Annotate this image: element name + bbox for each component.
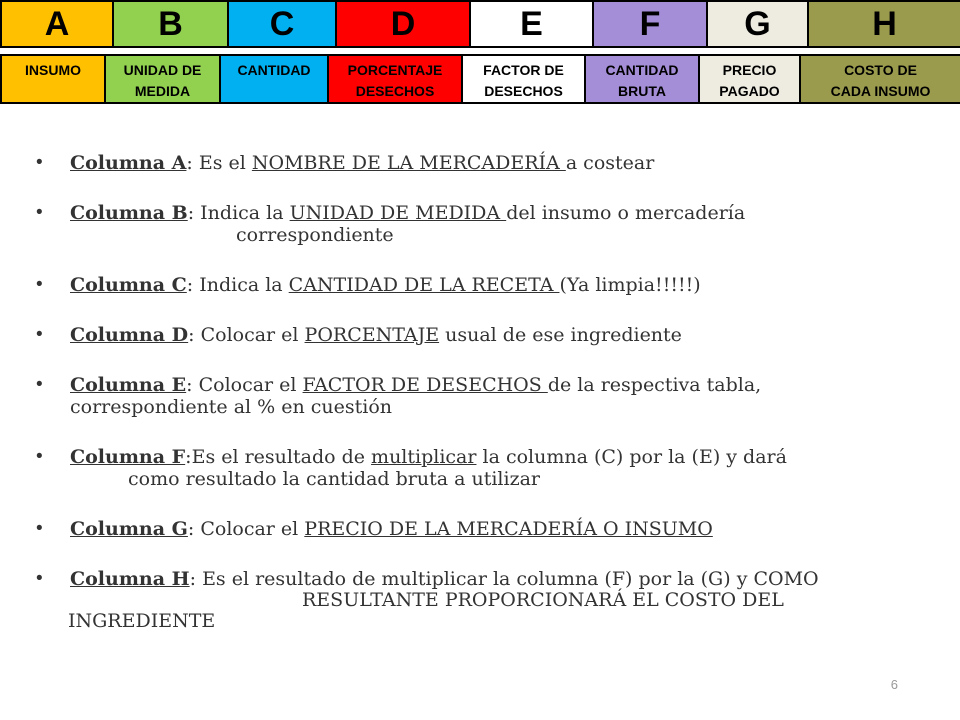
header-row-1 xyxy=(1,55,960,80)
bullet-continuation: como resultado la cantidad bruta a utilizar xyxy=(128,468,540,490)
letter-cell-d: D xyxy=(336,1,470,47)
bullet-columna-g xyxy=(36,518,916,540)
header-insumo: INSUMO xyxy=(1,55,105,80)
header-porcentaje: PORCENTAJE xyxy=(328,55,462,80)
bullet-text-underlined: NOMBRE DE LA MERCADERÍA xyxy=(251,152,566,174)
bullet-text-post: del insumo o mercadería xyxy=(506,202,746,224)
bullet-text-post: (Ya limpia!!!!!) xyxy=(559,274,701,296)
header-unidad: UNIDAD DE xyxy=(105,55,220,80)
bullet-text-underlined: PORCENTAJE xyxy=(304,324,440,346)
bullet-dot: • xyxy=(36,202,43,223)
bullet-text-post: la columna (C) por la (E) y dará xyxy=(476,446,787,468)
bullet-text-underlined: FACTOR DE DESECHOS xyxy=(302,374,548,396)
bullet-dot: • xyxy=(36,568,43,589)
header-precio: PRECIO xyxy=(699,55,800,80)
header-costo: COSTO DE xyxy=(800,55,960,80)
bullet-columna-c xyxy=(36,274,916,296)
page-number: 6 xyxy=(890,677,898,692)
letter-cell-g: G xyxy=(707,1,808,47)
bullet-text-underlined: multiplicar xyxy=(371,446,477,468)
bullet-text-underlined: UNIDAD DE MEDIDA xyxy=(289,202,507,224)
bullet-label: Columna B xyxy=(70,202,188,224)
letter-cell-c: C xyxy=(228,1,336,47)
letter-cell-a: A xyxy=(1,1,113,47)
bullet-text-pre: : Es el xyxy=(186,152,252,174)
bullet-text-post: usual de ese ingrediente xyxy=(439,324,682,346)
bullet-continuation-2: INGREDIENTE xyxy=(68,610,216,632)
bullet-text-pre: :Es el resultado de xyxy=(185,446,372,468)
bullet-text-pre: : Es el resultado de multiplicar la columna (F) por la (G) y COMO xyxy=(189,568,819,590)
header-cantidad-2 xyxy=(220,80,328,103)
bullet-label: Columna C xyxy=(70,274,187,296)
bullet-dot: • xyxy=(36,518,43,539)
bullet-text-pre: : Colocar el xyxy=(186,374,303,396)
bullet-label: Columna D xyxy=(70,324,189,346)
bullet-columna-f xyxy=(36,446,916,490)
bullet-continuation: correspondiente al % en cuestión xyxy=(70,396,393,418)
bullet-dot: • xyxy=(36,324,43,345)
bullet-text-pre: : Colocar el xyxy=(187,518,305,540)
header-row-2 xyxy=(1,80,960,103)
header-desechos-e: DESECHOS xyxy=(462,80,585,103)
bullet-label: Columna F xyxy=(70,446,186,468)
header-cantidad-bruta: CANTIDAD xyxy=(585,55,699,80)
letter-row xyxy=(1,1,960,47)
letter-cell-b: B xyxy=(113,1,228,47)
header-bruta: BRUTA xyxy=(585,80,699,103)
bullet-text-underlined: CANTIDAD DE LA RECETA xyxy=(288,274,560,296)
bullet-columna-a xyxy=(36,152,916,174)
bullet-dot: • xyxy=(36,274,43,295)
header-medida: MEDIDA xyxy=(105,80,220,103)
header-cada-insumo: CADA INSUMO xyxy=(800,80,960,103)
bullet-text-post: a costear xyxy=(565,152,655,174)
bullet-continuation: RESULTANTE PROPORCIONARÁ EL COSTO DEL xyxy=(302,589,784,611)
bullet-label: Columna A xyxy=(70,152,187,174)
bullet-label: Columna H xyxy=(70,568,190,590)
column-header-table xyxy=(0,54,960,104)
bullet-label: Columna G xyxy=(70,518,188,540)
bullet-text-pre: : Colocar el xyxy=(188,324,305,346)
bullet-dot: • xyxy=(36,152,43,173)
header-insumo-2 xyxy=(1,80,105,103)
bullet-dot: • xyxy=(36,374,43,395)
bullet-text-pre: : Indica la xyxy=(187,202,290,224)
bullet-columna-h xyxy=(36,568,916,632)
bullet-label: Columna E xyxy=(70,374,187,396)
bullet-columna-e xyxy=(36,374,916,418)
bullet-text-post: de la respectiva tabla, xyxy=(547,374,762,396)
bullet-text-pre: : Indica la xyxy=(186,274,289,296)
header-factor: FACTOR DE xyxy=(462,55,585,80)
bullet-columna-b xyxy=(36,202,916,246)
letter-cell-f: F xyxy=(593,1,707,47)
column-letter-table xyxy=(0,0,960,48)
header-cantidad: CANTIDAD xyxy=(220,55,328,80)
letter-cell-e: E xyxy=(470,1,593,47)
bullet-dot: • xyxy=(36,446,43,467)
letter-cell-h: H xyxy=(808,1,960,47)
column-description-list xyxy=(36,152,916,632)
bullet-columna-d xyxy=(36,324,916,346)
bullet-text-underlined: PRECIO DE LA MERCADERÍA O INSUMO xyxy=(304,518,713,540)
header-pagado: PAGADO xyxy=(699,80,800,103)
header-desechos-d: DESECHOS xyxy=(328,80,462,103)
bullet-continuation: correspondiente xyxy=(236,224,394,246)
